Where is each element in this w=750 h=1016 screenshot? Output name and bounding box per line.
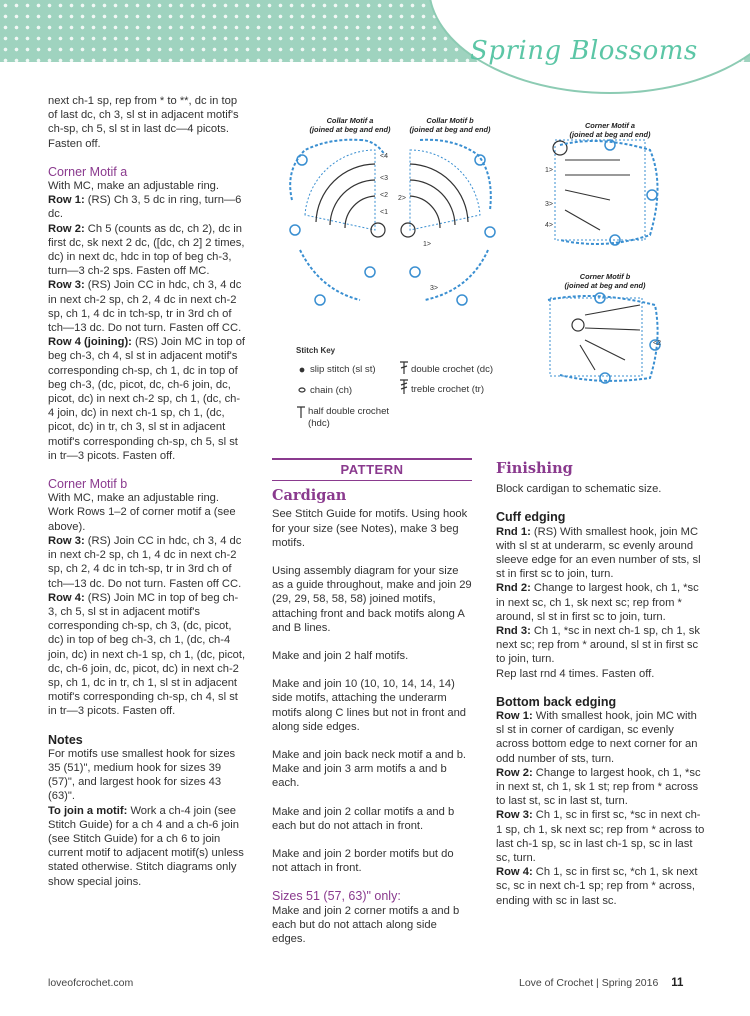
cardigan-paragraph: Make and join back neck motif a and b. Make and join 3 arm motifs a and b each.: [272, 749, 467, 790]
bottom-row-3: [496, 865, 706, 908]
cardigan-heading: Cardigan: [272, 487, 347, 505]
corner-b-heading: Corner Motif b: [48, 477, 128, 492]
stitch-key-title: Stitch Key: [296, 346, 336, 355]
collar-motif-a-diagram: [290, 140, 385, 305]
collar-motif-b-diagram: [401, 140, 495, 305]
collar-a-title: Collar Motif a: [326, 116, 374, 125]
cuff-rows: [496, 525, 706, 667]
corner-a-heading: Corner Motif a: [48, 164, 128, 179]
cuff-row-label: Rnd 1:: [496, 525, 531, 538]
cuff-row-text: Ch 1, *sc in next ch-1 sp, ch 1, sk next sc; rep from * around, sl st in first sc to join, turn.: [496, 625, 700, 666]
marker-b3-collar: 3>: [430, 285, 438, 292]
marker-c3-a: <3: [380, 175, 388, 182]
page-number: 11: [671, 977, 684, 989]
corner-a-row-label: Row 2:: [48, 222, 85, 235]
footer-issue: Spring 2016: [601, 977, 659, 989]
finishing-text: Block cardigan to schematic size.: [496, 483, 662, 496]
marker-c2-corner-b: <2: [653, 340, 661, 347]
bottom-row-0: [496, 709, 706, 766]
cuff-row-1: [496, 581, 706, 624]
corner-b-sub: (joined at beg and end): [564, 281, 646, 290]
cardigan-paragraph: Make and join 10 (10, 10, 14, 14, 14) side motifs, attaching the underarm motifs along C lines but not in front and along side edges.: [272, 678, 467, 733]
cardigan-paragraph: Using assembly diagram for your size as a guide throughout, make and join 29 (29, 29, 58, 58, 58) joined motifs, attaching front and back motifs along A and B lines.: [272, 565, 472, 634]
collar-b-sub: (joined at beg and end): [409, 125, 491, 134]
join-label: To join a motif:: [48, 804, 128, 817]
corner-a-row-text: Ch 5 (counts as dc, ch 2), dc in first dc, sk next 2 dc, ([dc, ch 2] 2 times, dc) in next dc, hdc in top of beg ch-3, turn—3 ch-2 sps. Fasten off MC.: [48, 222, 245, 278]
marker-b3-corner-a: 3>: [545, 201, 553, 208]
pattern-heading: PATTERN: [272, 458, 472, 481]
corner-a-intro: With MC, make an adjustable ring.: [48, 180, 219, 193]
finishing-heading: Finishing: [496, 460, 573, 477]
corner-a-row-label: Row 4 (joining):: [48, 336, 132, 349]
marker-c4-a: <4: [380, 153, 388, 160]
corner-b-title: Corner Motif b: [579, 272, 631, 281]
corner-b-row-text: (RS) Join MC in top of beg ch-3, ch 5, sl st in adjacent motif's corresponding ch-sp, ch 3, (dc, picot, dc) in top of beg ch-3, ch 1, (dc, ch-4 join, dc) in next ch-1 sp, ch 1, (dc, picot, dc, ch-6 join, dc, picot, dc) in next ch-2 sp, ch 1, dc in tr, ch 1, sl st in adjacent motif's corresponding ch-sp, ch 4, sl st in tr—3 picots. Fasten off.: [48, 591, 246, 718]
sizes-text: Make and join 2 corner motifs a and b each but do not attach along side edges.: [272, 904, 460, 946]
bottom-row-label: Row 4:: [496, 866, 533, 879]
cardigan-paragraph: Make and join 2 collar motifs a and b each but do not attach in front.: [272, 805, 455, 832]
corner-a-row-text: (RS) Join MC in top of beg ch-3, ch 4, sl st in adjacent motif's corresponding ch-sp, ch 1, dc in top of beg ch-3, (dc, picot, dc, ch-6 join, dc, picot, dc) in next ch-2 sp, ch 1, (dc, ch-4 join, dc) in next ch-1 sp, ch 1, (dc, picot, dc) in tr, ch 3, sl st in adjacent motif's corresponding ch-sp, ch 5, sl st in tr—3 picots. Fasten off.: [48, 336, 246, 462]
bottom-row-1: [496, 766, 706, 809]
header-title: Spring Blossoms: [470, 36, 698, 66]
key-hdc: half double crochet (hdc): [308, 406, 390, 429]
cuff-row-text: Change to largest hook, ch 1, *sc in next sc, ch 1, sk next sc; rep from * around, sl st in first sc to join, turn.: [496, 582, 699, 623]
cuff-row-label: Rnd 2:: [496, 582, 531, 595]
marker-b4-corner-a: 4>: [545, 222, 553, 229]
corner-b-intro: With MC, make an adjustable ring. Work Rows 1–2 of corner motif a (see above).: [48, 492, 236, 533]
marker-c1-a: <1: [380, 209, 388, 216]
corner-a-row-label: Row 3:: [48, 279, 85, 292]
cardigan-paragraph: Make and join 2 border motifs but do not attach in front.: [272, 848, 454, 875]
marker-b1-collar: 1>: [423, 241, 431, 248]
corner-b-row-text: (RS) Join CC in hdc, ch 3, 4 dc in next ch-2 sp, ch 1, 4 dc in next ch-2 sp, ch 2, 4 dc in tch-sp, tr in 3rd ch of tch—13 dc. Do not turn. Fasten off CC.: [48, 534, 242, 590]
corner-a-row-label: Row 1:: [48, 194, 85, 207]
bottom-row-text: Change to largest hook, ch 1, *sc in next st, ch 1, sk 1 st; rep from * across to last st, sc in last st, turn.: [496, 766, 701, 808]
bottom-row-label: Row 1:: [496, 710, 533, 723]
cardigan-paragraphs: [272, 507, 472, 875]
bottom-heading: Bottom back edging: [496, 694, 617, 709]
corner-a-row-text: (RS) Join CC in hdc, ch 3, 4 dc in next ch-2 sp, ch 2, 4 dc in next ch-2 sp, ch 1, 4 dc in tch-sp, tr in 3rd ch of tch—13 dc. Do not turn. Fasten off CC.: [48, 279, 242, 335]
marker-b2-collar: 2>: [398, 195, 406, 202]
notes-text: For motifs use smallest hook for sizes 35 (51)", medium hook for sizes 39 (57)", and largest hook for sizes 43 (63)".: [48, 747, 236, 803]
key-tr: treble crochet (tr): [411, 384, 485, 395]
cuff-row-label: Rnd 3:: [496, 625, 531, 638]
footer-url: loveofcrochet.com: [48, 977, 134, 989]
corner-a-row-text: (RS) Ch 3, 5 dc in ring, turn—6 dc.: [48, 194, 242, 221]
cuff-row-0: [496, 525, 706, 582]
intro-text: next ch-1 sp, rep from * to **, dc in top of last dc, ch 3, sl st in adjacent motif's ch-sp, ch 5, sl st in last dc—4 picots. Fasten off.: [48, 95, 239, 150]
corner-motif-a-diagram: [553, 140, 658, 245]
sizes-heading: Sizes 51 (57, 63)" only:: [272, 889, 401, 904]
corner-a-title: Corner Motif a: [584, 121, 636, 130]
bottom-row-2: [496, 808, 706, 865]
marker-b1-corner-a: 1>: [545, 167, 553, 174]
middle-column: [272, 458, 472, 946]
bottom-row-text: Ch 1, sc in first sc, *sc in next ch-1 sp, ch 1, sk next sc; rep from * across to last ch-1 sp, sc in last ch-1 sp, sc in last sc, turn.: [496, 809, 705, 865]
key-slip-stitch: slip stitch (sl st): [310, 364, 376, 375]
corner-b-row-label: Row 4:: [48, 591, 85, 604]
cuff-tail: Rep last rnd 4 times. Fasten off.: [496, 667, 655, 680]
cuff-heading: Cuff edging: [496, 510, 566, 525]
collar-a-sub: (joined at beg and end): [309, 125, 391, 134]
corner-a-sub: (joined at beg and end): [569, 130, 651, 139]
key-chain: chain (ch): [310, 385, 353, 396]
cuff-row-text: (RS) With smallest hook, join MC with sl st at underarm, sc evenly around sleeve edge for an even number of sts, sl st in first sc to join, turn.: [496, 525, 701, 581]
right-column: [496, 462, 706, 908]
corner-b-row-label: Row 3:: [48, 534, 85, 547]
bottom-row-label: Row 2:: [496, 766, 533, 779]
key-dc: double crochet (dc): [411, 364, 494, 375]
cuff-row-2: [496, 624, 706, 667]
bottom-row-text: Ch 1, sc in first sc, *ch 1, sk next sc, sc in next ch-1 sp; rep from * across, ending with sc in last sc.: [496, 866, 698, 907]
bottom-row-label: Row 3:: [496, 809, 533, 822]
corner-motif-b-diagram: [548, 293, 660, 383]
collar-b-title: Collar Motif b: [426, 116, 474, 125]
cardigan-paragraph: Make and join 2 half motifs.: [272, 650, 409, 663]
marker-c2-a: <2: [380, 192, 388, 199]
notes-heading: Notes: [48, 732, 83, 747]
join-text: Work a ch-4 join (see Stitch Guide) for a ch 4 and a ch-6 join (see Stitch Guide) for a ch 6 to join current motif to adjacent motif(s) unless stated otherwise. Stitch diagrams only show special joins.: [48, 804, 244, 888]
footer-pub-name: Love of Crochet: [519, 977, 594, 989]
cardigan-paragraph: See Stitch Guide for motifs. Using hook for your size (see Notes), make 3 beg motifs.: [272, 508, 468, 549]
bottom-row-text: With smallest hook, join MC with sl st in corner of cardigan, sc evenly across bottom edge to next corner for an odd number of sts, turn.: [496, 710, 698, 765]
bottom-rows: [496, 709, 706, 908]
footer-publication: Love of Crochet | Spring 2016 11: [519, 977, 684, 989]
